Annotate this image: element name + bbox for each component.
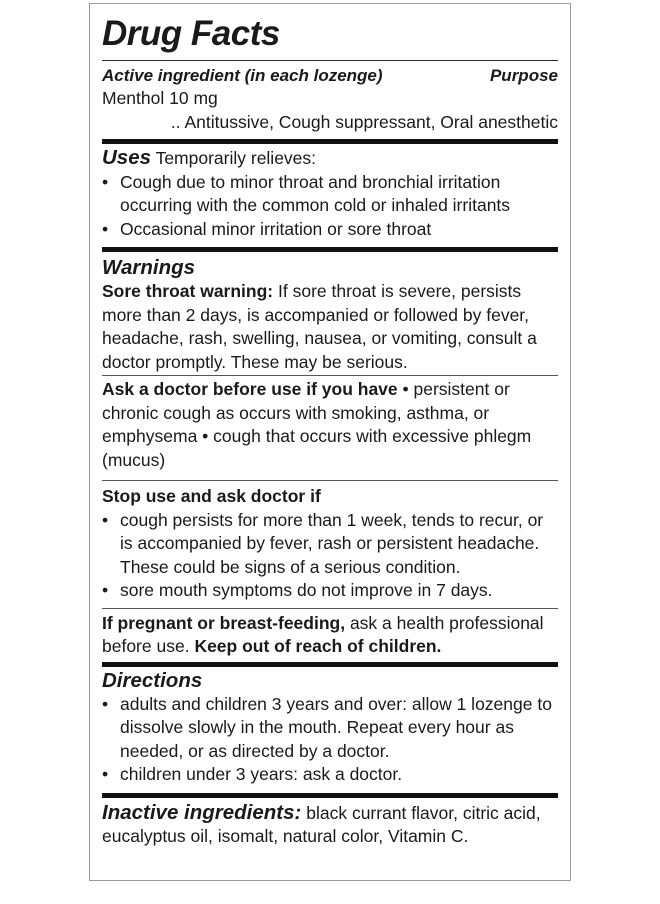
ask-doctor-label: Ask a doctor before use if you have xyxy=(102,379,398,399)
uses-item-text: Cough due to minor throat and bronchial irritation occurring with the common cold or inhaled irritants xyxy=(120,171,511,215)
warnings-heading: Warnings xyxy=(102,256,196,279)
ask-doctor-rule xyxy=(102,375,558,376)
uses-item-text: Occasional minor irritation or sore throat xyxy=(120,218,432,239)
ask-doctor-text: • persistent or chronic cough as occurs with smoking, asthma, or emphysema • cough that occurs with excessive phlegm (mucus) xyxy=(102,379,532,470)
directions-rule xyxy=(102,662,558,667)
pregnant-warning xyxy=(102,612,558,659)
active-ingredient-header: Active ingredient (in each lozenge) xyxy=(102,66,383,85)
stop-use-item-text: sore mouth symptoms do not improve in 7 days. xyxy=(120,580,493,600)
bullet-icon: • xyxy=(102,580,109,600)
directions-item xyxy=(102,693,558,764)
pregnant-label: If pregnant or breast-feeding, xyxy=(102,612,346,633)
uses-section xyxy=(102,146,558,171)
stop-use-item-text: cough persists for more than 1 week, tends to recur, or is accompanied by fever, rash or persistent headache. These could be signs of a serious condition. xyxy=(120,509,544,577)
pregnant-text: ask a health professional before use. xyxy=(102,612,544,656)
bullet-icon: • xyxy=(102,764,109,784)
directions-heading: Directions xyxy=(102,668,203,692)
stop-use-item xyxy=(102,509,558,580)
active-ingredient-name: Menthol 10 mg xyxy=(102,88,218,108)
inactive-label: Inactive ingredients: xyxy=(102,800,302,824)
purpose-header: Purpose xyxy=(489,66,558,85)
directions-item xyxy=(102,763,558,787)
uses-rule xyxy=(102,139,558,144)
sore-throat-text: If sore throat is severe, persists more than 2 days, is accompanied or followed by fever, headache, rash, swelling, nausea, or vomiting, consult a doctor promptly. These may be serious. xyxy=(102,281,537,372)
keep-out-of-reach-label: Keep out of reach of children. xyxy=(194,636,442,656)
bullet-icon: • xyxy=(102,509,109,530)
pregnant-rule xyxy=(102,608,558,609)
bullet-icon: • xyxy=(102,693,109,714)
bullet-icon: • xyxy=(102,218,109,239)
inactive-ingredients xyxy=(102,801,558,849)
drug-facts-content xyxy=(102,4,558,849)
warnings-rule xyxy=(102,247,558,252)
uses-item xyxy=(102,171,558,218)
uses-item xyxy=(102,218,558,242)
sore-throat-warning xyxy=(102,280,558,374)
uses-heading: Uses xyxy=(102,146,152,169)
stop-use-item xyxy=(102,579,558,603)
directions-item-text: children under 3 years: ask a doctor. xyxy=(120,764,403,784)
inactive-rule xyxy=(102,793,558,798)
ask-doctor-warning xyxy=(102,378,558,472)
active-ingredient-header-row xyxy=(102,64,558,87)
directions-item-text: adults and children 3 years and over: allow 1 lozenge to dissolve slowly in the mouth. Repeat every hour as needed, or as directed by a doctor. xyxy=(120,693,552,761)
uses-intro: Temporarily relieves: xyxy=(155,148,317,168)
bullet-icon: • xyxy=(102,171,109,192)
drug-facts-title: Drug Facts xyxy=(102,14,280,53)
title-rule xyxy=(102,60,558,61)
stop-use-label: Stop use and ask doctor if xyxy=(102,486,321,506)
drug-facts-panel xyxy=(89,3,571,881)
active-ingredient-purpose: .. Antitussive, Cough suppressant, Oral anesthetic xyxy=(170,111,558,132)
stop-use-rule xyxy=(102,480,558,481)
sore-throat-label: Sore throat warning: xyxy=(102,281,274,301)
inactive-text: black currant flavor, citric acid, eucalyptus oil, isomalt, natural color, Vitamin C. xyxy=(102,802,541,846)
